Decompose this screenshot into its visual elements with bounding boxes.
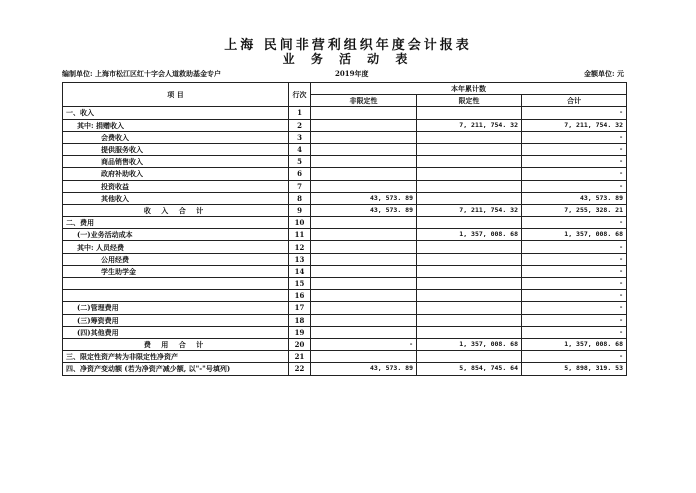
- cell-restricted: [417, 241, 522, 253]
- cell-unrestricted: [311, 314, 417, 326]
- cell-unrestricted: [311, 143, 417, 155]
- row-number: 3: [289, 131, 311, 143]
- cell-total: -: [522, 143, 627, 155]
- row-label: 学生助学金: [63, 265, 289, 277]
- header-restricted: 限定性: [417, 95, 522, 107]
- row-label: (四)其他费用: [63, 326, 289, 338]
- row-label: 一、收入: [63, 107, 289, 119]
- cell-restricted: [417, 107, 522, 119]
- row-label: 二、费用: [63, 217, 289, 229]
- table-row: [63, 290, 627, 302]
- currency-unit: 金额单位: 元: [583, 69, 624, 78]
- cell-restricted: [417, 131, 522, 143]
- cell-total: -: [522, 265, 627, 277]
- cell-unrestricted: [311, 107, 417, 119]
- row-number: 22: [289, 363, 311, 375]
- header-row-no: 行次: [289, 83, 311, 107]
- table-row: [63, 241, 627, 253]
- cell-total: -: [522, 302, 627, 314]
- cell-restricted: [417, 351, 522, 363]
- cell-restricted: [417, 278, 522, 290]
- cell-restricted: [417, 326, 522, 338]
- table-row: [63, 131, 627, 143]
- cell-restricted: [417, 156, 522, 168]
- cell-restricted: [417, 314, 522, 326]
- cell-total: -: [522, 314, 627, 326]
- row-number: 16: [289, 290, 311, 302]
- cell-restricted: [417, 302, 522, 314]
- cell-unrestricted: [311, 119, 417, 131]
- table-row: [63, 229, 627, 241]
- cell-unrestricted: [311, 180, 417, 192]
- row-label: 政府补助收入: [63, 168, 289, 180]
- cell-total: -: [522, 290, 627, 302]
- header-total: 合计: [522, 95, 627, 107]
- cell-restricted: 1, 357, 008. 68: [417, 338, 522, 350]
- table-row: [63, 107, 627, 119]
- row-label: 其中: 捐赠收入: [63, 119, 289, 131]
- cell-unrestricted: [311, 168, 417, 180]
- table-row: [63, 326, 627, 338]
- row-number: 9: [289, 204, 311, 216]
- cell-unrestricted: 43, 573. 89: [311, 192, 417, 204]
- header-group: 本年累计数: [311, 83, 627, 95]
- cell-total: -: [522, 156, 627, 168]
- row-number: 8: [289, 192, 311, 204]
- cell-unrestricted: [311, 253, 417, 265]
- cell-total: -: [522, 217, 627, 229]
- row-label: 收 入 合 计: [63, 204, 289, 216]
- cell-total: -: [522, 107, 627, 119]
- row-number: 20: [289, 338, 311, 350]
- cell-total: 1, 357, 008. 68: [522, 338, 627, 350]
- row-label: [63, 290, 289, 302]
- cell-unrestricted: [311, 302, 417, 314]
- row-number: 11: [289, 229, 311, 241]
- cell-unrestricted: [311, 229, 417, 241]
- cell-unrestricted: [311, 278, 417, 290]
- cell-unrestricted: [311, 351, 417, 363]
- row-label: 四、净资产变动额 (若为净资产减少额, 以"-"号填列): [63, 363, 289, 375]
- cell-restricted: [417, 265, 522, 277]
- row-number: 13: [289, 253, 311, 265]
- table-row: [63, 351, 627, 363]
- table-row: [63, 314, 627, 326]
- row-number: 15: [289, 278, 311, 290]
- cell-total: -: [522, 131, 627, 143]
- cell-total: -: [522, 168, 627, 180]
- row-number: 19: [289, 326, 311, 338]
- table-row: [63, 278, 627, 290]
- row-label: [63, 278, 289, 290]
- cell-total: -: [522, 326, 627, 338]
- row-number: 2: [289, 119, 311, 131]
- table-row: [63, 363, 627, 375]
- cell-total: -: [522, 180, 627, 192]
- activity-table: [62, 82, 627, 376]
- row-number: 14: [289, 265, 311, 277]
- row-label: 费 用 合 计: [63, 338, 289, 350]
- report-title: 上海 民间非营利组织年度会计报表: [224, 38, 472, 53]
- cell-restricted: [417, 192, 522, 204]
- cell-unrestricted: [311, 241, 417, 253]
- cell-restricted: [417, 253, 522, 265]
- table-row: [63, 192, 627, 204]
- cell-unrestricted: -: [311, 338, 417, 350]
- row-number: 5: [289, 156, 311, 168]
- cell-total: 1, 357, 008. 68: [522, 229, 627, 241]
- cell-total: -: [522, 351, 627, 363]
- table-row: [63, 338, 627, 350]
- row-label: (一)业务活动成本: [63, 229, 289, 241]
- cell-restricted: [417, 180, 522, 192]
- row-label: 会费收入: [63, 131, 289, 143]
- cell-restricted: [417, 290, 522, 302]
- cell-restricted: [417, 168, 522, 180]
- cell-total: -: [522, 241, 627, 253]
- table-row: [63, 143, 627, 155]
- row-label: 公用经费: [63, 253, 289, 265]
- cell-unrestricted: [311, 131, 417, 143]
- row-label: (三)筹资费用: [63, 314, 289, 326]
- reporting-unit: 编制单位: 上海市松江区红十字会人道救助基金专户: [62, 69, 222, 78]
- cell-total: 7, 211, 754. 32: [522, 119, 627, 131]
- row-label: 商品销售收入: [63, 156, 289, 168]
- report-year: 2019年度: [335, 69, 369, 78]
- row-label: (二)管理费用: [63, 302, 289, 314]
- table-header-row: [63, 83, 627, 95]
- row-label: 三、限定性资产转为非限定性净资产: [63, 351, 289, 363]
- cell-total: -: [522, 253, 627, 265]
- row-number: 12: [289, 241, 311, 253]
- row-number: 7: [289, 180, 311, 192]
- header-item: 项 目: [63, 83, 289, 107]
- table-row: [63, 119, 627, 131]
- table-row: [63, 217, 627, 229]
- table-row: [63, 253, 627, 265]
- row-number: 21: [289, 351, 311, 363]
- cell-total: 5, 898, 319. 53: [522, 363, 627, 375]
- cell-unrestricted: 43, 573. 89: [311, 204, 417, 216]
- row-number: 4: [289, 143, 311, 155]
- row-number: 10: [289, 217, 311, 229]
- cell-total: 7, 255, 328. 21: [522, 204, 627, 216]
- cell-total: -: [522, 278, 627, 290]
- cell-total: 43, 573. 89: [522, 192, 627, 204]
- table-row: [63, 204, 627, 216]
- row-number: 17: [289, 302, 311, 314]
- cell-unrestricted: 43, 573. 89: [311, 363, 417, 375]
- cell-unrestricted: [311, 217, 417, 229]
- header-unrestricted: 非限定性: [311, 95, 417, 107]
- row-number: 6: [289, 168, 311, 180]
- row-number: 1: [289, 107, 311, 119]
- table-row: [63, 265, 627, 277]
- table-row: [63, 302, 627, 314]
- table-row: [63, 168, 627, 180]
- report-subtitle: 业 务 活 动 表: [282, 52, 414, 66]
- cell-restricted: 7, 211, 754. 32: [417, 204, 522, 216]
- cell-unrestricted: [311, 290, 417, 302]
- cell-unrestricted: [311, 326, 417, 338]
- cell-unrestricted: [311, 265, 417, 277]
- table-row: [63, 156, 627, 168]
- cell-restricted: [417, 217, 522, 229]
- row-label: 投资收益: [63, 180, 289, 192]
- row-label: 其中: 人员经费: [63, 241, 289, 253]
- row-number: 18: [289, 314, 311, 326]
- cell-restricted: 7, 211, 754. 32: [417, 119, 522, 131]
- cell-restricted: 5, 854, 745. 64: [417, 363, 522, 375]
- cell-restricted: 1, 357, 008. 68: [417, 229, 522, 241]
- table-row: [63, 180, 627, 192]
- cell-restricted: [417, 143, 522, 155]
- cell-unrestricted: [311, 156, 417, 168]
- row-label: 其他收入: [63, 192, 289, 204]
- row-label: 提供服务收入: [63, 143, 289, 155]
